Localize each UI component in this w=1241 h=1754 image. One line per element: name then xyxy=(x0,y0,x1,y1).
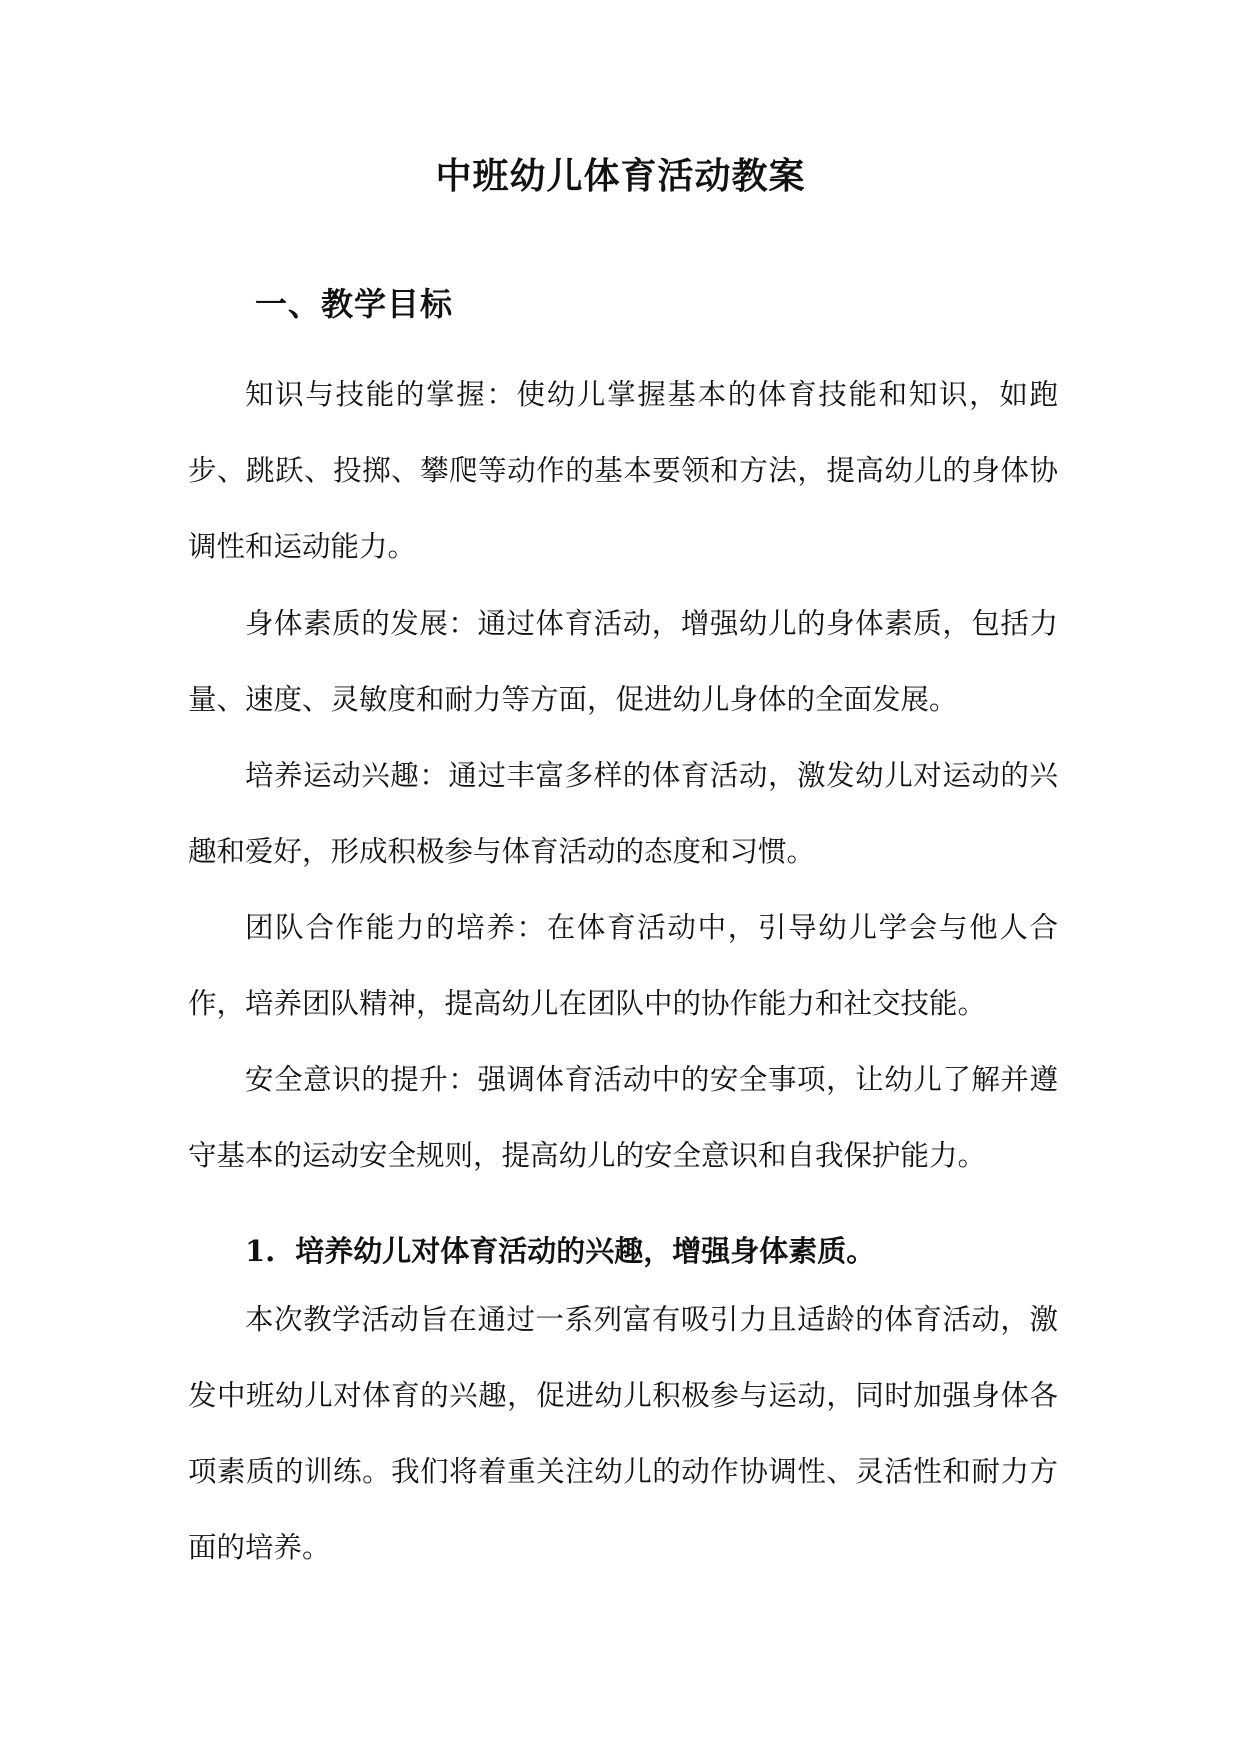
subsection-heading-text: 培养幼儿对体育活动的兴趣，增强身体素质。 xyxy=(295,1234,876,1268)
section-heading-teaching-goals: 一、教学目标 xyxy=(255,285,454,323)
paragraph-activity-purpose: 本次教学活动旨在通过一系列富有吸引力且适龄的体育活动，激发中班幼儿对体育的兴趣，促进幼儿积极参与运动，同时加强身体各项素质的训练。我们将着重关注幼儿的动作协调性、灵活性和耐力方面的培养。 xyxy=(188,1303,1058,1564)
paragraph-knowledge-skills: 知识与技能的掌握：使幼儿掌握基本的体育技能和知识，如跑步、跳跃、投掷、攀爬等动作的基本要领和方法，提高幼儿的身体协调性和运动能力。 xyxy=(188,378,1058,563)
document-title: 中班幼儿体育活动教案 xyxy=(435,155,806,197)
paragraph-sports-interest: 培养运动兴趣：通过丰富多样的体育活动，激发幼儿对运动的兴趣和爱好，形成积极参与体育活动的态度和习惯。 xyxy=(188,759,1058,868)
paragraph-physical-fitness: 身体素质的发展：通过体育活动，增强幼儿的身体素质，包括力量、速度、灵敏度和耐力等方面，促进幼儿身体的全面发展。 xyxy=(188,607,1058,716)
paragraph-safety-awareness: 安全意识的提升：强调体育活动中的安全事项，让幼儿了解并遵守基本的运动安全规则，提高幼儿的安全意识和自我保护能力。 xyxy=(188,1063,1058,1172)
subsection-number: 1. xyxy=(245,1234,276,1268)
paragraph-teamwork: 团队合作能力的培养：在体育活动中，引导幼儿学会与他人合作，培养团队精神，提高幼儿在团队中的协作能力和社交技能。 xyxy=(188,911,1058,1020)
subsection-heading xyxy=(245,1229,875,1273)
